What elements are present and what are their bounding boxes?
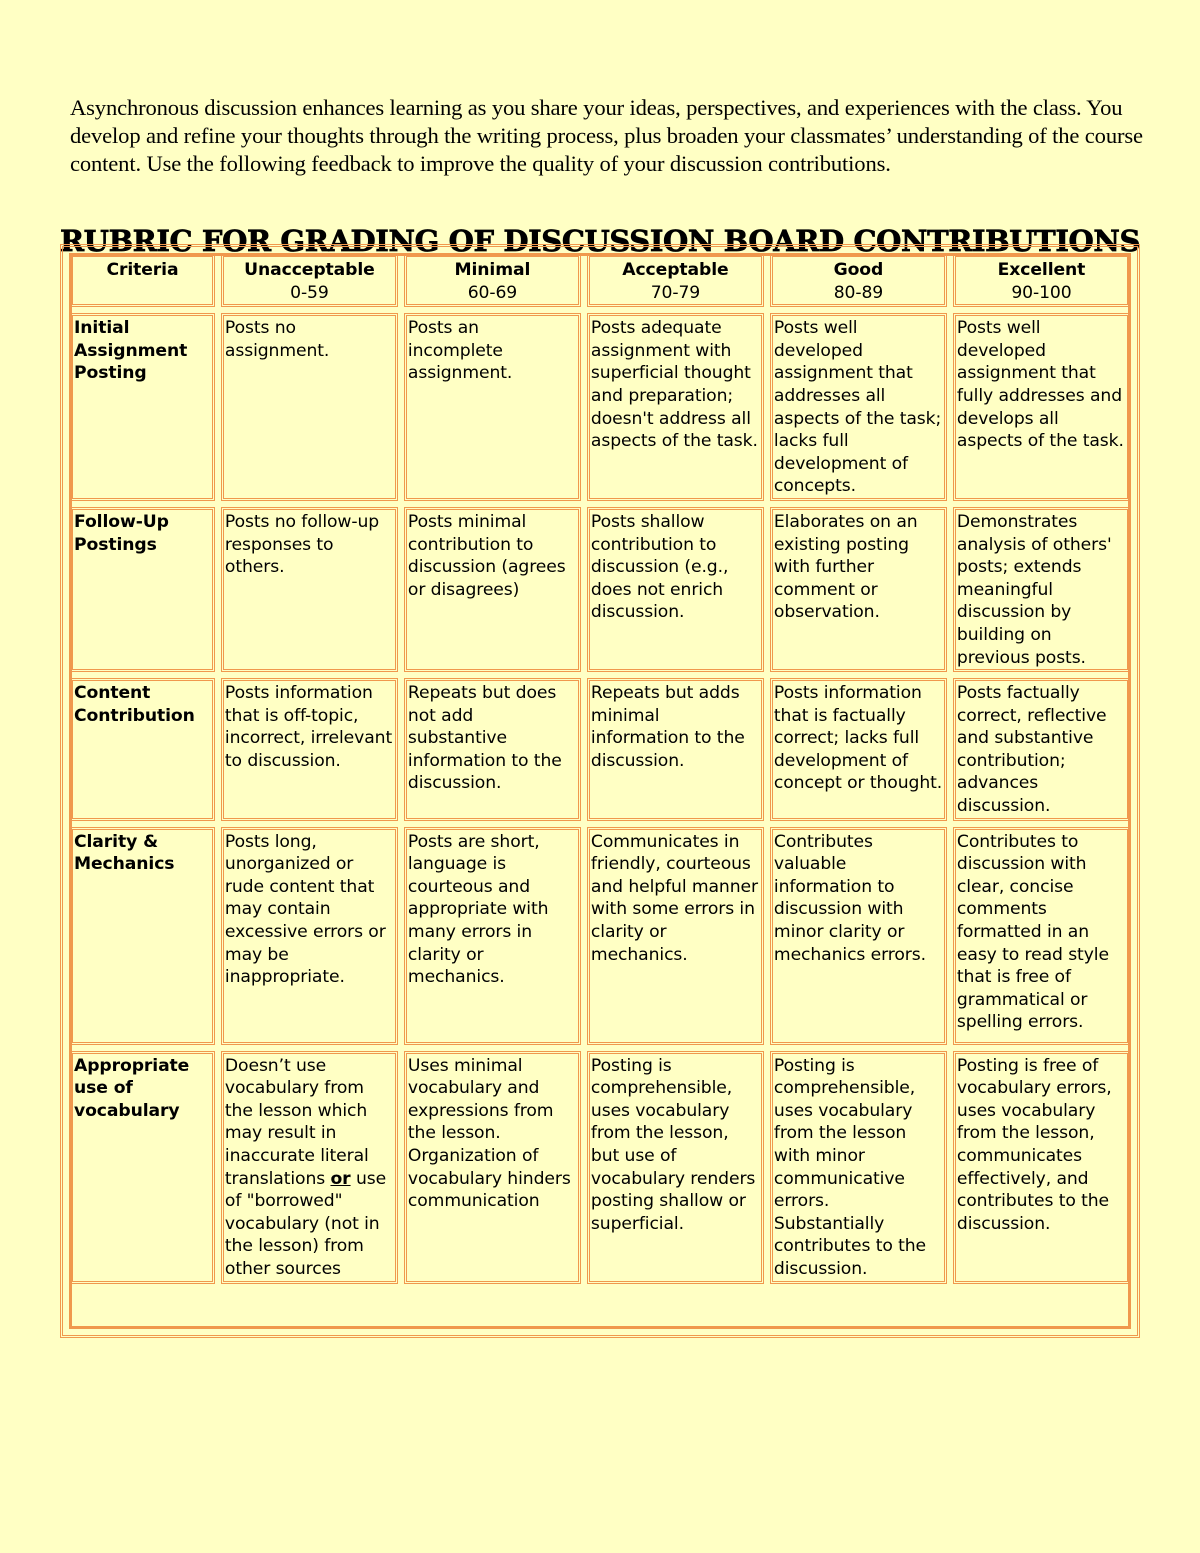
- cell-acceptable: Repeats but adds minimal information to the discussion.: [587, 678, 764, 821]
- header-good: [770, 254, 947, 307]
- header-name: Acceptable: [622, 260, 729, 280]
- cell-minimal: Posts an incomplete assignment.: [404, 313, 581, 501]
- header-criteria: [70, 254, 215, 307]
- cell-unacceptable: Posts no follow-up responses to others.: [221, 507, 398, 672]
- cell-minimal: Uses minimal vocabulary and expressions from the lesson. Organization of vocabulary hinders communication: [404, 1051, 581, 1284]
- header-range: 60-69: [467, 282, 518, 303]
- cell-excellent: Posts well developed assignment that fully addresses and develops all aspects of the task.: [953, 313, 1130, 501]
- header-name: Excellent: [997, 260, 1086, 280]
- header-row: [70, 254, 1130, 307]
- cell-text: Doesn’t use vocabulary from the lesson which may result in inaccurate literal translations: [224, 1055, 369, 1189]
- header-name: Criteria: [106, 260, 179, 280]
- cell-good: Posts information that is factually correct; lacks full development of concept or thought.: [770, 678, 947, 821]
- emphasis-or: or: [330, 1168, 351, 1189]
- cell-good: Contributes valuable information to discussion with minor clarity or mechanics errors.: [770, 827, 947, 1045]
- header-range: 80-89: [833, 282, 884, 303]
- cell-excellent: Demonstrates analysis of others' posts; extends meaningful discussion by building on previous posts.: [953, 507, 1130, 672]
- header-range: 0-59: [290, 282, 329, 303]
- cell-excellent: Contributes to discussion with clear, concise comments formatted in an easy to read style that is free of grammatical or spelling errors.: [953, 827, 1130, 1045]
- cell-acceptable: Communicates in friendly, courteous and helpful manner with some errors in clarity or mechanics.: [587, 827, 764, 1045]
- header-range: 70-79: [650, 282, 701, 303]
- cell-minimal: Posts minimal contribution to discussion (agrees or disagrees): [404, 507, 581, 672]
- criteria-cell: Content Contribution: [70, 678, 215, 821]
- cell-acceptable: Posts shallow contribution to discussion (e.g., does not enrich discussion.: [587, 507, 764, 672]
- row-clarity-mechanics: [70, 827, 1130, 1045]
- intro-paragraph: Asynchronous discussion enhances learning as you share your ideas, perspectives, and experiences with the class. You develop and refine your thoughts through the writing process, plus broaden your classmates’ understanding of the course content. Use the following feedback to improve the quality of your discussion contributions.: [70, 94, 1143, 176]
- cell-unacceptable: Posts long, unorganized or rude content that may contain excessive errors or may be inappropriate.: [221, 827, 398, 1045]
- cell-unacceptable: Posts information that is off-topic, incorrect, irrelevant to discussion.: [221, 678, 398, 821]
- cell-good: Posts well developed assignment that addresses all aspects of the task; lacks full development of concepts.: [770, 313, 947, 501]
- cell-text: use of "borrowed" vocabulary (not in the lesson) from other sources: [224, 1168, 387, 1279]
- row-follow-up-postings: [70, 507, 1130, 672]
- header-name: Minimal: [454, 260, 531, 280]
- cell-minimal: Repeats but does not add substantive information to the discussion.: [404, 678, 581, 821]
- cell-good: Elaborates on an existing posting with further comment or observation.: [770, 507, 947, 672]
- cell-good: Posting is comprehensible, uses vocabulary from the lesson with minor communicative errors. Substantially contributes to the discussion.: [770, 1051, 947, 1284]
- header-name: Unacceptable: [244, 260, 375, 280]
- cell-excellent: Posting is free of vocabulary errors, uses vocabulary from the lesson, communicates effectively, and contributes to the discussion.: [953, 1051, 1130, 1284]
- header-excellent: [953, 254, 1130, 307]
- criteria-cell: Initial Assignment Posting: [70, 313, 215, 501]
- row-appropriate-use-of-vocabulary: [70, 1051, 1130, 1284]
- rubric-table: [62, 246, 1138, 1292]
- criteria-cell: Clarity & Mechanics: [70, 827, 215, 1045]
- cell-excellent: Posts factually correct, reflective and substantive contribution; advances discussion.: [953, 678, 1130, 821]
- cell-minimal: Posts are short, language is courteous and appropriate with many errors in clarity or mechanics.: [404, 827, 581, 1045]
- cell-unacceptable: Posts no assignment.: [221, 313, 398, 501]
- criteria-cell: Follow-Up Postings: [70, 507, 215, 672]
- header-range: 90-100: [1011, 282, 1072, 303]
- row-initial-assignment-posting: [70, 313, 1130, 501]
- criteria-cell: Appropriate use of vocabulary: [70, 1051, 215, 1284]
- rubric-title: RUBRIC FOR GRADING OF DISCUSSION BOARD CONTRIBUTIONS: [59, 224, 1140, 259]
- header-unacceptable: [221, 254, 398, 307]
- header-name: Good: [833, 260, 884, 280]
- cell-acceptable: Posting is comprehensible, uses vocabulary from the lesson, but use of vocabulary renders posting shallow or superficial.: [587, 1051, 764, 1284]
- cell-acceptable: Posts adequate assignment with superficial thought and preparation; doesn't address all aspects of the task.: [587, 313, 764, 501]
- header-acceptable: [587, 254, 764, 307]
- header-minimal: [404, 254, 581, 307]
- cell-unacceptable: [221, 1051, 398, 1284]
- row-content-contribution: [70, 678, 1130, 821]
